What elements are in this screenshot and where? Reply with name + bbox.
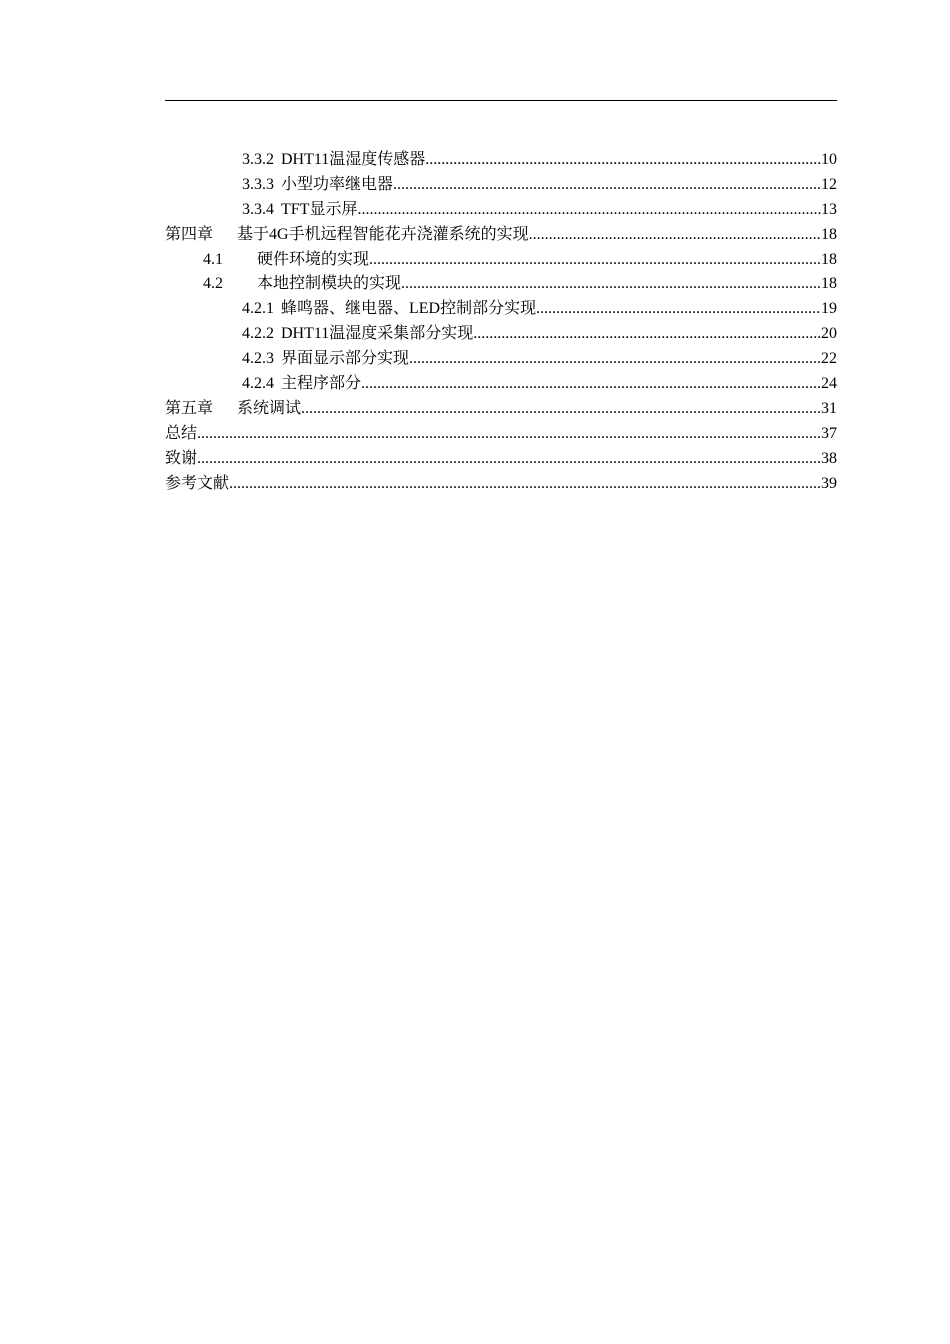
toc-entry-number: 4.1: [203, 250, 223, 268]
toc-entry[interactable]: [165, 272, 837, 297]
toc-entry[interactable]: [165, 322, 837, 347]
toc-entry-title: 致谢: [165, 449, 198, 467]
toc-entry-title: 系统调试: [237, 399, 302, 417]
toc-entry-title: 基于4G手机远程智能花卉浇灌系统的实现: [237, 225, 529, 243]
toc-entry-title: DHT11温湿度传感器: [281, 151, 426, 168]
toc-entry-number: 4.2.1: [242, 300, 274, 318]
toc-dot-leader: [473, 322, 821, 347]
toc-entry-number: 4.2: [203, 275, 223, 293]
toc-page-number: 13: [821, 200, 837, 218]
toc-entry-title: 硬件环境的实现: [257, 250, 370, 268]
toc-entry-number: 3.3.3: [242, 175, 274, 193]
toc-entry[interactable]: [165, 347, 837, 372]
toc-entry[interactable]: [165, 372, 837, 397]
toc-page-number: 38: [821, 449, 837, 467]
toc-entry[interactable]: [165, 223, 837, 248]
toc-page-number: 19: [821, 300, 837, 318]
toc-page-number: 18: [821, 275, 837, 293]
toc-page-number: 24: [821, 375, 837, 393]
header-rule: [165, 100, 837, 101]
toc-entry-title: 本地控制模块的实现: [257, 275, 402, 293]
toc-entry-title: 蜂鸣器、继电器、LED控制部分实现: [281, 300, 537, 318]
toc-entry[interactable]: [165, 173, 837, 198]
toc-page-number: 22: [821, 350, 837, 368]
toc-entry-title: 主程序部分: [281, 375, 362, 393]
toc-dot-leader: [393, 173, 821, 198]
toc-entry-title: DHT11温湿度采集部分实现: [281, 325, 474, 343]
toc-dot-leader: [357, 198, 821, 223]
toc-entry-number: 4.2.4: [242, 375, 274, 393]
toc-dot-leader: [401, 272, 821, 297]
toc-entry-number: 3.3.2: [242, 151, 274, 168]
toc-page-number: 10: [821, 151, 837, 168]
toc-entry-title: 总结: [165, 424, 198, 442]
toc-dot-leader: [536, 297, 821, 322]
toc-dot-leader: [229, 472, 821, 497]
toc-entry[interactable]: [165, 472, 837, 497]
toc-page-number: 39: [821, 474, 837, 492]
toc-dot-leader: [197, 422, 821, 447]
toc-entry-number: 4.2.3: [242, 350, 274, 368]
toc-entry-title: 小型功率继电器: [281, 175, 394, 193]
toc-page-number: 37: [821, 424, 837, 442]
toc-dot-leader: [301, 397, 821, 422]
toc-entry-number: 第四章: [165, 225, 214, 243]
toc-entry-title: TFT显示屏: [281, 200, 358, 218]
toc-entry[interactable]: [165, 422, 837, 447]
toc-page-number: 12: [821, 175, 837, 193]
toc-page-number: 18: [821, 250, 837, 268]
toc-entry[interactable]: [165, 297, 837, 322]
toc-dot-leader: [361, 372, 821, 397]
toc-entry-title: 参考文献: [165, 474, 230, 492]
toc-entry[interactable]: [165, 148, 837, 173]
toc-dot-leader: [425, 148, 821, 173]
toc-page-number: 20: [821, 325, 837, 343]
toc-entry-number: 第五章: [165, 399, 214, 417]
toc-page-number: 31: [821, 399, 837, 417]
toc-entry[interactable]: [165, 397, 837, 422]
toc-dot-leader: [529, 223, 821, 248]
toc-dot-leader: [409, 347, 821, 372]
toc-entry-title: 界面显示部分实现: [281, 350, 410, 368]
toc-entry[interactable]: [165, 198, 837, 223]
toc-entry-number: 4.2.2: [242, 325, 274, 343]
toc-dot-leader: [369, 248, 821, 273]
toc-page-number: 18: [821, 225, 837, 243]
table-of-contents: [165, 148, 837, 496]
toc-entry-number: 3.3.4: [242, 200, 274, 218]
toc-entry[interactable]: [165, 248, 837, 273]
toc-dot-leader: [197, 447, 821, 472]
toc-entry[interactable]: [165, 447, 837, 472]
